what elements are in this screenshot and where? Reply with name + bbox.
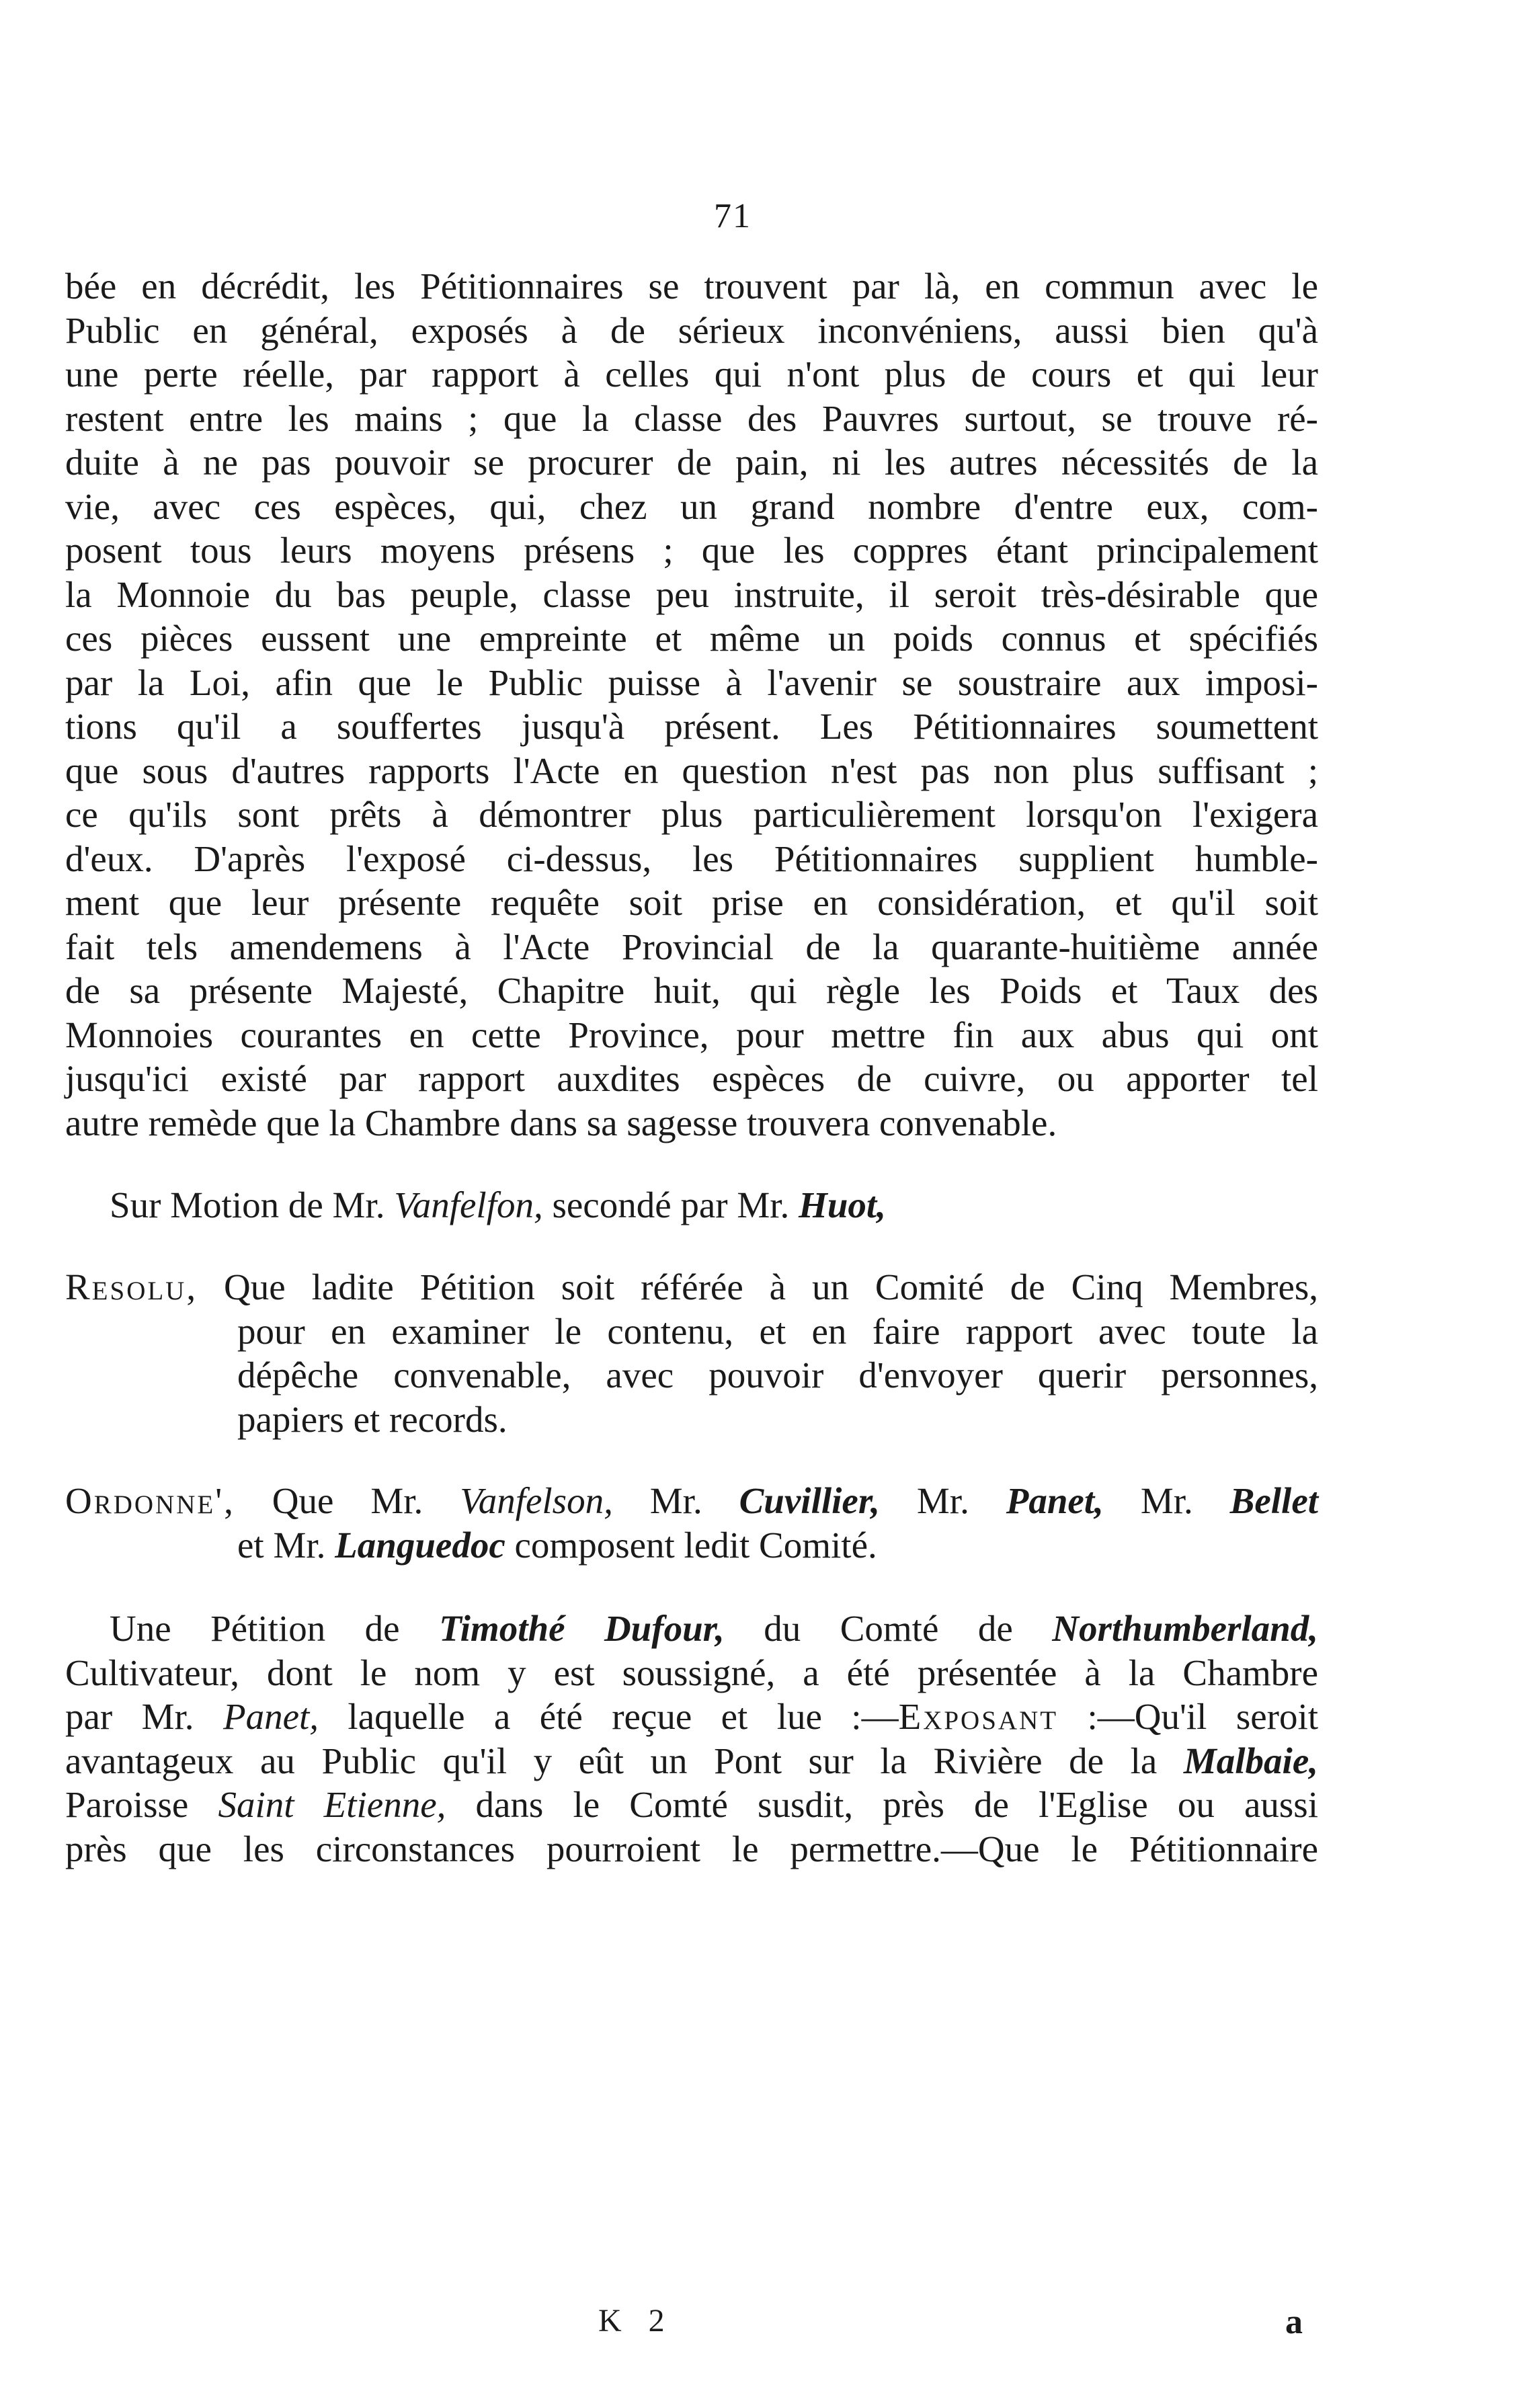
text-line: de sa présente Majesté, Chapitre huit, qui règle les Poids et Taux des <box>65 970 1318 1011</box>
member-name: Languedoc <box>335 1524 505 1566</box>
member-name: Panet, <box>1006 1480 1104 1521</box>
order-text: Que Mr. <box>272 1480 423 1521</box>
text-line: vie, avec ces espèces, qui, chez un grand nombre d'entre eux, com- <box>65 485 1318 527</box>
resolution-line: Que ladite Pétition soit référée à un Comité de Cinq Membres, <box>224 1266 1319 1307</box>
motion-seconder: Huot, <box>799 1184 886 1225</box>
member-name: Panet, <box>222 1696 319 1737</box>
petition-text: laquelle a été reçue et lue :— <box>348 1696 899 1737</box>
county-name: Northumberland, <box>1052 1608 1319 1649</box>
motion-prefix: Sur Motion de Mr. <box>110 1184 385 1225</box>
text-line: fait tels amendemens à l'Acte Provincial de la quarante-huitième année <box>65 926 1318 967</box>
resolution-line: pour en examiner le contenu, et en faire rapport avec toute la <box>237 1310 1318 1352</box>
text-line: autre remède que la Chambre dans sa sagesse trouvera convenable. <box>65 1102 1057 1143</box>
text-line: restent entre les mains ; que la classe des Pauvres surtout, se trouve ré- <box>65 397 1318 439</box>
text-line: Cultivateur, dont le nom y est soussigné, a été présentée à la Chambre <box>65 1652 1318 1693</box>
text-line: ces pièces eussent une empreinte et même un poids connus et spécifiés <box>65 618 1318 659</box>
member-name: Vanfelson, <box>460 1480 613 1521</box>
petition-text: avantageux au Public qu'il y eût un Pont sur la Rivière de la <box>65 1740 1158 1781</box>
petition-text: du Comté de <box>764 1608 1013 1649</box>
order-text: composent ledit Comité. <box>514 1524 877 1566</box>
text-line: jusqu'ici existé par rapport auxdites espèces de cuivre, ou apporter tel <box>65 1058 1318 1099</box>
petition-text <box>65 264 1318 1145</box>
petition-text: Une Pétition de <box>110 1608 400 1649</box>
text-line: près que les circonstances pourroient le permettre.—Que le Pétitionnaire <box>65 1828 1318 1869</box>
order-label: Ordonne', <box>65 1480 235 1521</box>
text-line: d'eux. D'après l'exposé ci-dessus, les Pétitionnaires supplient humble- <box>65 838 1318 879</box>
member-name: Bellet <box>1229 1480 1319 1521</box>
exposant-label: Exposant <box>898 1696 1059 1737</box>
second-petition <box>65 1607 1318 1871</box>
text-line: bée en décrédit, les Pétitionnaires se trouvent par là, en commun avec le <box>65 266 1318 307</box>
page-number: 71 <box>714 197 752 235</box>
text-line: la Monnoie du bas peuple, classe peu instruite, il seroit très-désirable que <box>65 573 1318 615</box>
text-line: tions qu'il a souffertes jusqu'à présent. Les Pétitionnaires soumettent <box>65 706 1318 747</box>
order-text: Mr. <box>649 1480 702 1521</box>
petition-text: par Mr. <box>65 1696 194 1737</box>
text-line: posent tous leurs moyens présens ; que les coppres étant principalement <box>65 530 1318 571</box>
parish-name: Saint Etienne, <box>218 1784 446 1825</box>
petitioner-name: Timothé Dufour, <box>439 1608 725 1649</box>
order-text: Mr. <box>1140 1480 1193 1521</box>
motion-line <box>65 1183 1318 1227</box>
resolution-label: Resolu, <box>65 1266 198 1307</box>
resolution <box>65 1265 1318 1441</box>
text-line: Monnoies courantes en cette Province, pour mettre fin aux abus qui ont <box>65 1014 1318 1055</box>
motion-mover: Vanfelfon, <box>394 1184 543 1225</box>
text-line: ce qu'ils sont prêts à démontrer plus particulièrement lorsqu'on l'exigera <box>65 794 1318 835</box>
petition-text: Paroisse <box>65 1784 189 1825</box>
signature-mark: K 2 <box>598 2303 674 2339</box>
member-name: Cuvillier, <box>739 1480 880 1521</box>
petition-text: dans le Comté susdit, près de l'Eglise ou aussi <box>475 1784 1318 1825</box>
resolution-line: papiers et records. <box>237 1398 508 1440</box>
text-line: ment que leur présente requête soit prise en considération, et qu'il soit <box>65 882 1318 923</box>
place-name: Malbaie, <box>1183 1740 1318 1781</box>
catchword: a <box>1285 2303 1303 2341</box>
order-text: et Mr. <box>237 1524 326 1566</box>
text-line: que sous d'autres rapports l'Acte en question n'est pas non plus suffisant ; <box>65 750 1318 791</box>
text-line: duite à ne pas pouvoir se procurer de pain, ni les autres nécessités de la <box>65 442 1318 483</box>
order <box>65 1479 1318 1567</box>
text-line: une perte réelle, par rapport à celles qui n'ont plus de cours et qui leur <box>65 354 1318 395</box>
order-text: Mr. <box>916 1480 969 1521</box>
resolution-line: dépêche convenable, avec pouvoir d'envoyer querir personnes, <box>237 1354 1318 1395</box>
petition-text: :—Qu'il seroit <box>1087 1696 1319 1737</box>
motion-middle: secondé par Mr. <box>552 1184 790 1225</box>
text-line: Public en général, exposés à de sérieux inconvéniens, aussi bien qu'à <box>65 309 1318 351</box>
text-line: par la Loi, afin que le Public puisse à l'avenir se soustraire aux imposi- <box>65 661 1318 703</box>
